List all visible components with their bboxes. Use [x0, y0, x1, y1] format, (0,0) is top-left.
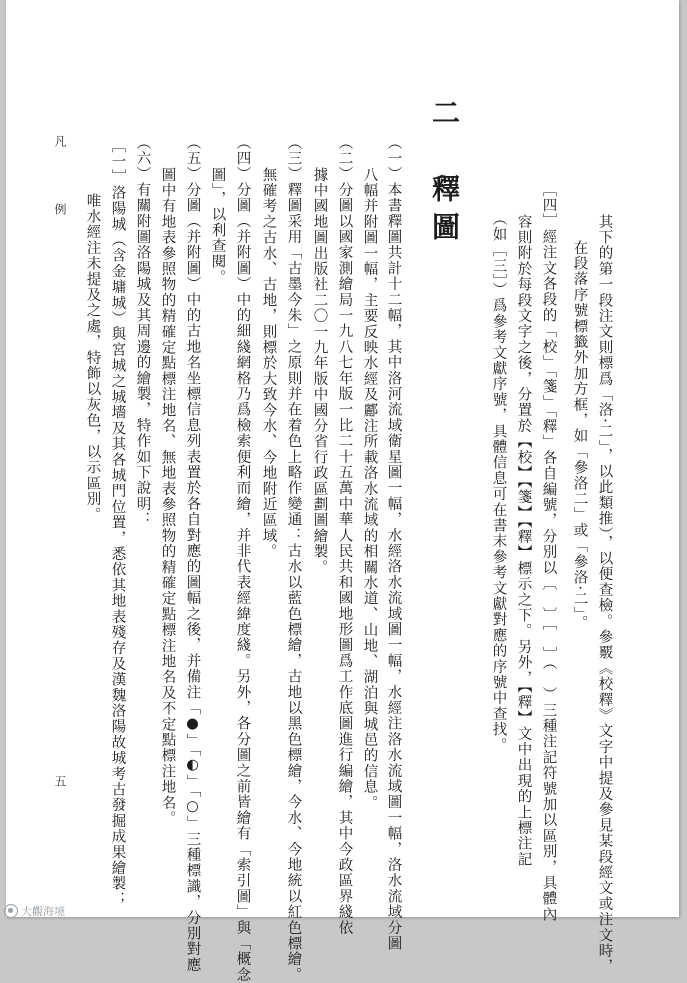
- watermark-icon: [4, 904, 18, 918]
- text-column: （如［三］）爲參考文獻序號，具體信息可在書末參考文獻對應的序號中查找。: [490, 211, 507, 754]
- text-column: 據中國地圖出版社二〇一九年版中國分省行政區劃圖繪製。: [311, 167, 328, 576]
- text-column: ［四］經注文各段的「校」「箋」「釋」各自編號，分別以〔 〕［ ］（ ）三種注記符號加以區別，具體內: [540, 182, 557, 923]
- watermark-logo: [4, 903, 65, 919]
- text-column: ［一］洛陽城（含金墉城）與宮城之城墻及其各城門位置，悉依其地表殘存及漢魏洛陽故城考古發掘成果繪製；: [109, 138, 126, 908]
- text-column: 唯水經注未提及之處，特飾以灰色，以示區別。: [84, 193, 101, 523]
- text-column: 八幅并附圖一幅，主要反映水經及酈注所載洛水流域的相關水道、山地、湖泊與城邑的信息。: [361, 167, 378, 811]
- text-column: 圖中有地表參照物的精確定點標注地名、無地表參照物的精確定點標注地名及不定點標注地名。: [159, 167, 176, 827]
- text-column: 其下的第一段注文則標爲「洛·二」，以此類推），以便查檢。參覈《校釋》文字中提及參見某段經文或注文時，: [596, 214, 613, 975]
- text-column: 在段落序號標籤外加方框，如「參洛二」或「參洛·二」。: [571, 240, 588, 632]
- watermark-text: 大觀海境: [21, 905, 65, 918]
- text-column: （三）釋圖采用「古墨今朱」之原則并在着色上略作變通：古水以藍色標繪，古地以黑色標繪，今水、今地統以紅色標繪。: [285, 135, 302, 983]
- text-column: （五）分圖（并附圖）中的古地名坐標信息列表置於各自對應的圖幅之後，并備注「●」「◐」「○」三種標識，分別對應: [184, 135, 201, 973]
- book-page: [6, 0, 679, 983]
- text-column: 圖」，以利查閱。: [209, 167, 226, 286]
- text-column: （二）分圖以國家測繪局一九八七年版一比二十五萬中華人民共和國地形圖爲工作底圖進行編繪，其中今政區界綫依: [336, 135, 353, 936]
- text-column: 無確考之古水、古地，則標於大致今水、今地附近區域。: [260, 167, 277, 560]
- running-head: 凡 例: [53, 135, 67, 237]
- text-column: （四）分圖（并附圖）中的細綫網格乃爲檢索便利而繪，并非代表經緯度綫。另外，各分圖之前皆繪有「索引圖」與「概念: [234, 135, 251, 983]
- text-column: 容則附於每段文字之後，分置於【校】【箋】【釋】標示之下。另外，【釋】文中出現的上標注記: [515, 214, 532, 868]
- page-number: 五: [53, 775, 67, 787]
- text-column: （一）本書釋圖共計十二幅，其中洛河流域衛星圖一幅，水經洛水流域圖一幅，水經注洛水流域圖一幅，洛水流域分圖: [385, 135, 402, 952]
- section-title: 二 釋圖: [428, 98, 461, 250]
- text-column: （六）有關附圖洛陽城及其周邊的繪製，特作如下說明：: [134, 135, 151, 528]
